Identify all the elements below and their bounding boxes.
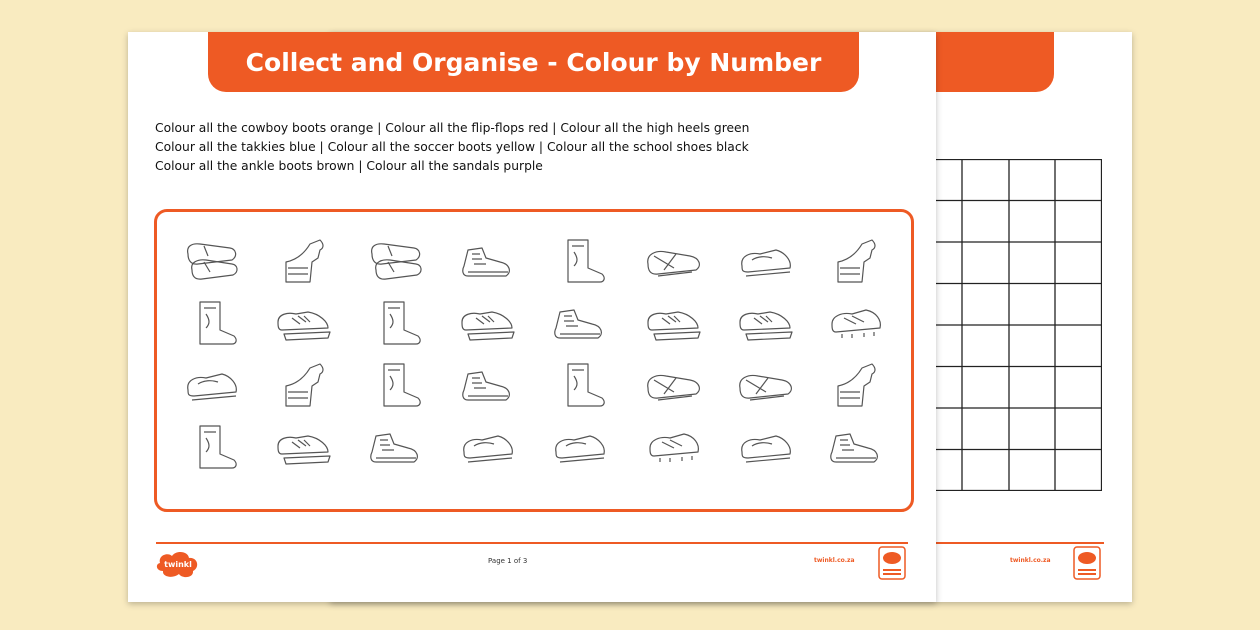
high-heel-icon	[270, 232, 340, 290]
svg-text:twinkl: twinkl	[164, 560, 192, 569]
site-url: twinkl.co.za	[814, 557, 855, 564]
title-banner	[208, 32, 859, 92]
tally-grid	[934, 159, 1102, 491]
page-number: Page 1 of 3	[488, 557, 528, 565]
quality-badge-icon	[877, 545, 907, 581]
ankle-boot-icon	[454, 232, 524, 290]
flip-flops-icon	[178, 232, 248, 290]
high-heel-icon	[822, 232, 892, 290]
page-2-site-url: twinkl.co.za	[1010, 557, 1051, 564]
takkies-icon	[270, 418, 340, 476]
sandal-icon	[732, 356, 802, 414]
cowboy-boot-icon	[362, 356, 432, 414]
high-heel-icon	[270, 356, 340, 414]
takkies-icon	[454, 294, 524, 352]
cowboy-boot-icon	[178, 294, 248, 352]
high-heel-icon	[822, 356, 892, 414]
instruction-line-3: Colour all the ankle boots brown | Colour all the sandals purple	[155, 159, 543, 173]
ankle-boot-icon	[454, 356, 524, 414]
ankle-boot-icon	[362, 418, 432, 476]
ankle-boot-icon	[822, 418, 892, 476]
instruction-line-1: Colour all the cowboy boots orange | Colour all the flip-flops red | Colour all the high heels green	[155, 121, 750, 135]
school-shoe-icon	[178, 356, 248, 414]
cowboy-boot-icon	[178, 418, 248, 476]
takkies-icon	[732, 294, 802, 352]
cowboy-boot-icon	[546, 232, 616, 290]
school-shoe-icon	[732, 418, 802, 476]
ankle-boot-icon	[546, 294, 616, 352]
soccer-boot-icon	[822, 294, 892, 352]
school-shoe-icon	[454, 418, 524, 476]
flip-flops-icon	[362, 232, 432, 290]
instructions	[155, 119, 835, 176]
worksheet-title: Collect and Organise - Colour by Number	[245, 47, 822, 77]
instruction-line-2: Colour all the takkies blue | Colour all the soccer boots yellow | Colour all the school shoes black	[155, 140, 749, 154]
twinkl-logo	[154, 549, 202, 579]
worksheet-page-1	[128, 32, 936, 602]
school-shoe-icon	[732, 232, 802, 290]
cowboy-boot-icon	[546, 356, 616, 414]
quality-badge-icon	[1072, 545, 1102, 581]
school-shoe-icon	[546, 418, 616, 476]
sandal-icon	[640, 356, 710, 414]
sandal-icon	[640, 232, 710, 290]
footer-rule	[156, 542, 908, 544]
soccer-boot-icon	[640, 418, 710, 476]
cowboy-boot-icon	[362, 294, 432, 352]
takkies-icon	[640, 294, 710, 352]
takkies-icon	[270, 294, 340, 352]
